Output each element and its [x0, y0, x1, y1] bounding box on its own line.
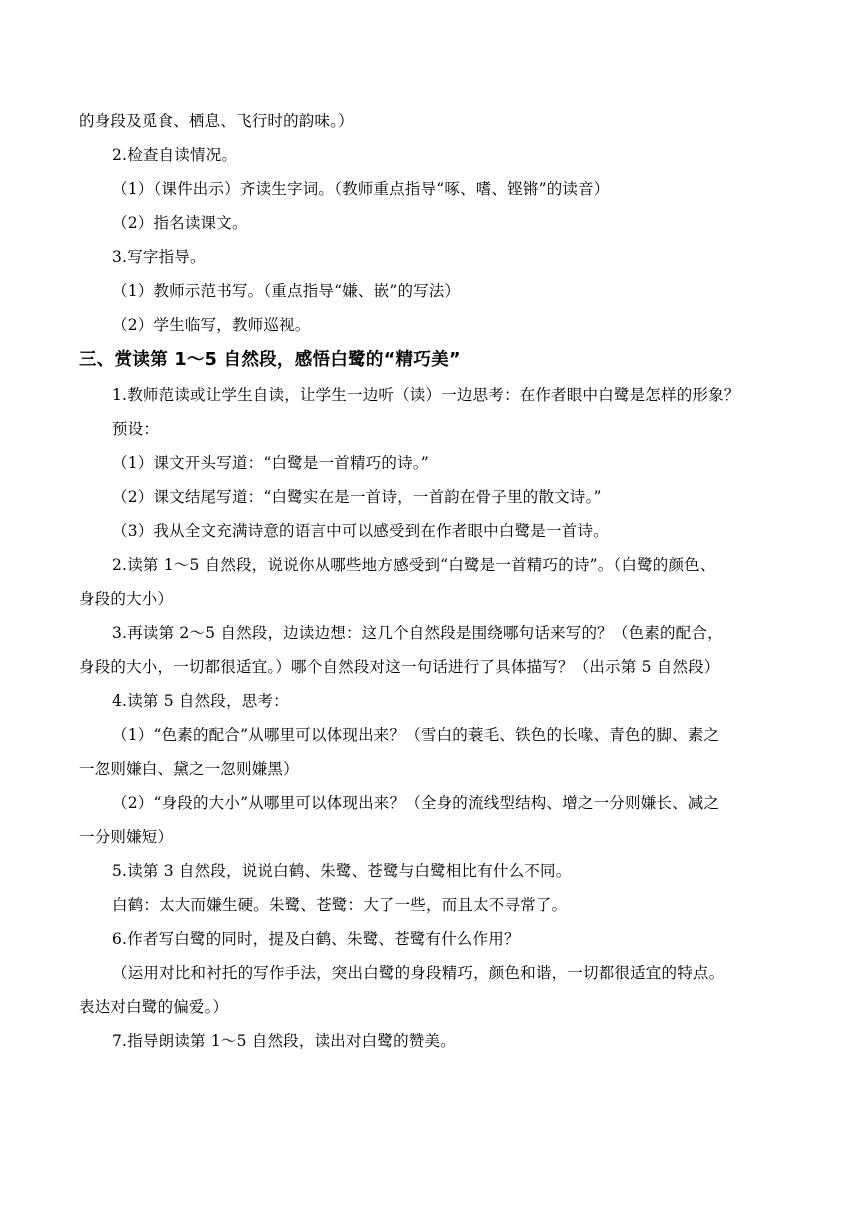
text-line: 1.教师范读或让学生自读，让学生一边听（读）一边思考：在作者眼中白鹭是怎样的形象？	[112, 386, 740, 404]
text-line: （运用对比和衬托的写作手法，突出白鹭的身段精巧，颜色和谐，一切都很适宜的特点。	[112, 964, 725, 982]
text-line: （2）学生临写，教师巡视。	[112, 316, 311, 334]
text-line: 4.读第 5 自然段，思考：	[112, 692, 289, 710]
text-line: 表达对白鹭的偏爱。）	[79, 998, 229, 1016]
text-line: 3.再读第 2～5 自然段，边读边想：这几个自然段是围绕哪句话来写的？（色素的配合，	[112, 624, 723, 642]
text-line: （1）教师示范书写。（重点指导“嫌、嵌”的写法）	[112, 282, 461, 300]
text-line: 2.读第 1～5 自然段，说说你从哪些地方感受到“白鹭是一首精巧的诗”。（白鹭的颜色、	[112, 556, 716, 574]
text-line: （2）课文结尾写道：“白鹭实在是一首诗，一首韵在骨子里的散文诗。”	[112, 488, 602, 506]
text-line: 身段的大小，一切都很适宜。）哪个自然段对这一句话进行了具体描写？（出示第 5 自然段）	[79, 658, 720, 676]
text-line: 6.作者写白鹭的同时，提及白鹤、朱鹭、苍鹭有什么作用？	[112, 930, 520, 948]
text-line: 的身段及觅食、栖息、飞行时的韵味。）	[79, 112, 354, 130]
text-line: 预设：	[112, 420, 160, 438]
text-line: 2.检查自读情况。	[112, 146, 238, 164]
text-line: （2）指名读课文。	[112, 214, 248, 232]
text-line: 5.读第 3 自然段，说说白鹤、朱鹭、苍鹭与白鹭相比有什么不同。	[112, 862, 572, 880]
text-line: 3.写字指导。	[112, 248, 206, 266]
text-line: 7.指导朗读第 1～5 自然段，读出对白鹭的赞美。	[112, 1032, 456, 1050]
text-line: （1）（课件出示）齐读生字词。（教师重点指导“啄、嗜、铿锵”的读音）	[112, 180, 610, 198]
section-heading: 三、赏读第 1～5 自然段，感悟白鹭的“精巧美”	[79, 350, 461, 370]
text-line: 一分则嫌短）	[79, 828, 174, 846]
text-line: （2）“身段的大小”从哪里可以体现出来？（全身的流线型结构、增之一分则嫌长、减之	[112, 794, 720, 812]
text-line: （1）“色素的配合”从哪里可以体现出来？（雪白的蓑毛、铁色的长喙、青色的脚、素之	[112, 726, 720, 744]
text-line: 白鹤：太大而嫌生硬。朱鹭、苍鹭：大了一些，而且太不寻常了。	[112, 896, 568, 914]
text-line: （3）我从全文充满诗意的语言中可以感受到在作者眼中白鹭是一首诗。	[112, 522, 609, 540]
text-line: （1）课文开头写道：“白鹭是一首精巧的诗。”	[112, 454, 429, 472]
text-line: 身段的大小）	[79, 590, 174, 608]
text-line: 一忽则嫌白、黛之一忽则嫌黑）	[79, 760, 299, 778]
